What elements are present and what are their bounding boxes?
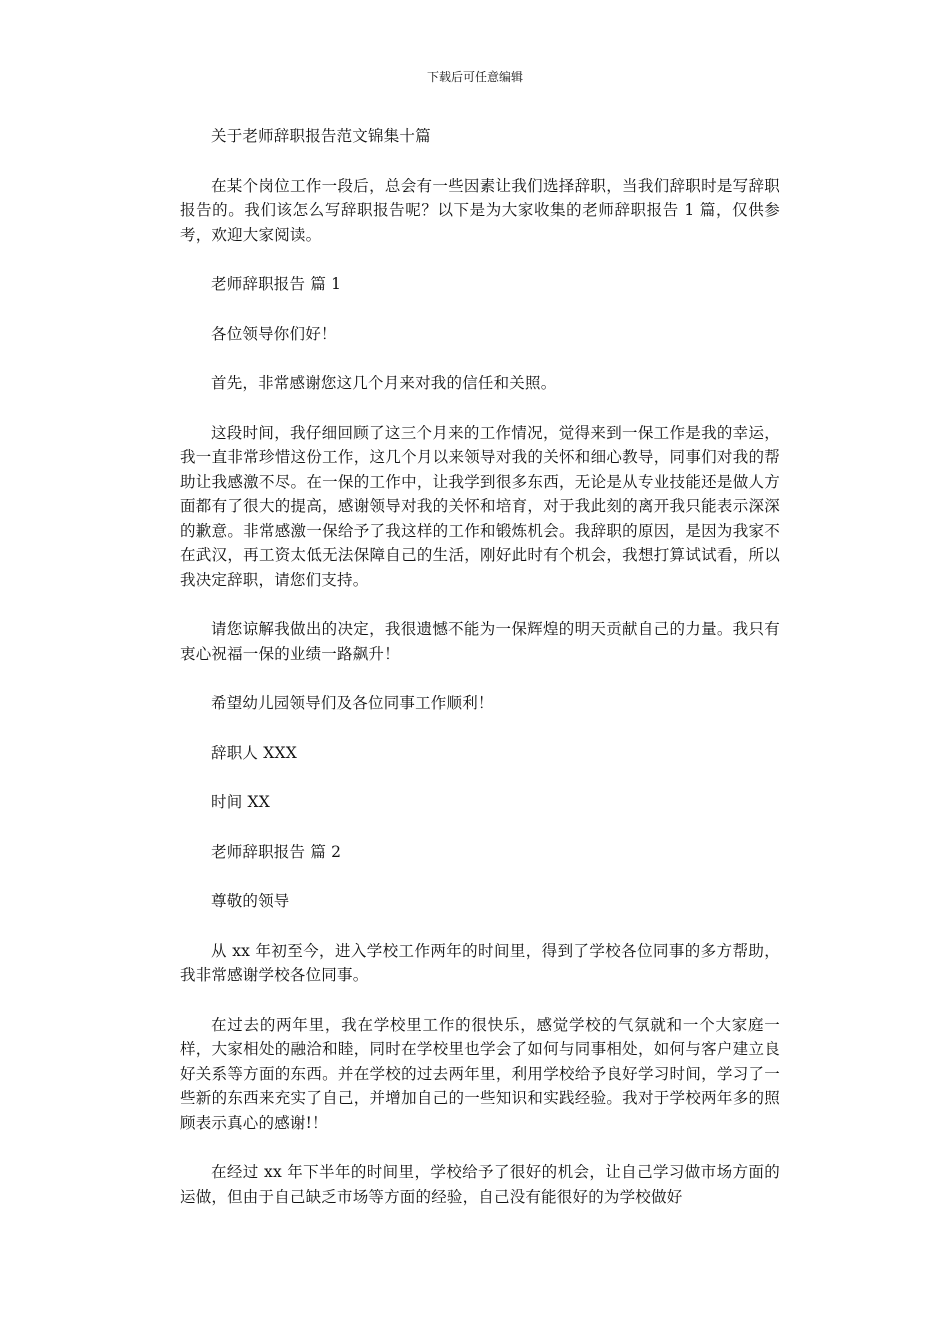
intro-paragraph: 在某个岗位工作一段后，总会有一些因素让我们选择辞职，当我们辞职时是写辞职报告的。我们该怎么写辞职报告呢？以下是为大家收集的老师辞职报告 1 篇，仅供参考，欢迎大家阅读。 [180, 176, 780, 244]
paragraph-gap [180, 346, 780, 371]
body-paragraph: 从 xx 年初至今，进入学校工作两年的时间里，得到了学校各位同事的多方帮助，我非常感谢学校各位同事。 [180, 941, 780, 984]
paragraph-gap [180, 716, 780, 741]
document-title: 关于老师辞职报告范文锦集十篇 [211, 127, 431, 145]
signature-line: 辞职人 XXX [211, 743, 297, 762]
section-heading-1: 老师辞职报告 篇 1 [211, 275, 342, 293]
body-paragraph: 在过去的两年里，我在学校里工作的很快乐，感觉学校的气氛就和一个大家庭一样，大家相处的融洽和睦，同时在学校里也学会了如何与同事相处，如何与客户建立良好关系等方面的东西。并在学校的过去两年里，利用学校给予良好学习时间，学习了一些新的东西来充实了自己，并增加自己的一些知识和实践经验。我对于学校两年多的照顾表示真心的感谢!！ [180, 1015, 780, 1132]
paragraph-gap [180, 297, 780, 322]
header-note: 下载后可任意编辑 [426, 70, 523, 84]
paragraph-gap [180, 988, 780, 1013]
paragraph-gap [180, 765, 780, 790]
greeting-2: 尊敬的领导 [211, 892, 290, 910]
paragraph-gap [180, 592, 780, 617]
greeting-1: 各位领导你们好！ [211, 324, 337, 343]
paragraph-gap [180, 149, 780, 174]
paragraph-gap [180, 914, 780, 939]
body-paragraph: 请您谅解我做出的决定，我很遗憾不能为一保辉煌的明天贡献自己的力量。我只有衷心祝福一保的业绩一路飙升！ [180, 620, 780, 663]
body-paragraph: 在经过 xx 年下半年的时间里，学校给予了很好的机会，让自己学习做市场方面的运做，但由于自己缺乏市场等方面的经验，自己没有能很好的为学校做好 [180, 1163, 780, 1206]
paragraph-gap [180, 864, 780, 889]
date-line: 时间 XX [211, 793, 270, 811]
document-body [180, 124, 780, 1209]
closing-wish: 希望幼儿园领导们及各位同事工作顺利！ [211, 694, 494, 712]
body-paragraph: 这段时间，我仔细回顾了这三个月来的工作情况，觉得来到一保工作是我的幸运，我一直非常珍惜这份工作，这几个月以来领导对我的关怀和细心教导，同事们对我的帮助让我感激不尽。在一保的工作中，让我学到很多东西，无论是从专业技能还是做人方面都有了很大的提高，感谢领导对我的关怀和培育，对于我此刻的离开我只能表示深深的歉意。非常感激一保给予了我这样的工作和锻炼机会。我辞职的原因，是因为我家不在武汉，再工资太低无法保障自己的生活，刚好此时有个机会，我想打算试试看，所以我决定辞职，请您们支持。 [180, 423, 780, 589]
paragraph-gap [180, 247, 780, 272]
body-paragraph: 首先，非常感谢您这几个月来对我的信任和关照。 [211, 374, 557, 392]
paragraph-gap [180, 396, 780, 421]
paragraph-gap [180, 666, 780, 691]
paragraph-gap [180, 1135, 780, 1160]
section-heading-2: 老师辞职报告 篇 2 [211, 842, 342, 861]
paragraph-gap [180, 815, 780, 840]
